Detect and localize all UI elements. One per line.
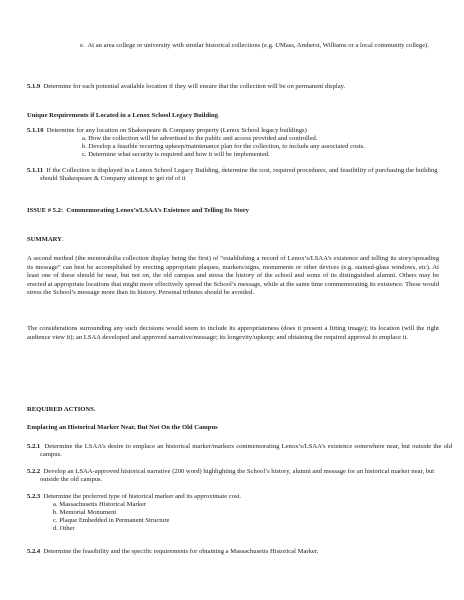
item-text: Determine for any location on Shakespeare & Company property (Lenox School legacy buildings) (46, 127, 307, 134)
heading-period: . (217, 112, 220, 119)
item-5-1-11 (27, 167, 452, 183)
issue-title: Commemorating Lenox’s/LSAA’s Existence and Telling Its Story (66, 207, 249, 214)
item-5-2-3 (27, 493, 452, 501)
list-item-c (82, 151, 450, 159)
required-heading-text: REQUIRED ACTIONS (27, 406, 94, 413)
list-item-b (82, 143, 464, 151)
list-letter: a. (82, 135, 87, 142)
list-item-c (53, 517, 421, 525)
summary-heading-text: SUMMARY (27, 236, 62, 243)
list-text: Develop a feasible recurring upkeep/maintenance plan for the collection, to include any associated costs. (88, 143, 365, 150)
list-text: Plaque Embedded in Permanent Structure (59, 517, 170, 524)
list-text: Massachusetts Historical Marker (59, 501, 147, 508)
list-item-b (53, 509, 421, 517)
list-item-e (80, 42, 433, 50)
heading-lenox-legacy (27, 112, 439, 120)
item-number: 5.2.1 (27, 443, 41, 450)
summary-paragraph-2: The considerations surrounding any such decisions would seem to include its appropriateness (does it present a fitting image); its location (will the right audience view it); an LSAA developed and approved narrative/message; its longevity/upkeep; and obtaining the required approval to emplace it. (27, 325, 439, 341)
item-text: Determine the LSAA’s desire to emplace an historical marker/markers commemorating Lenox’s/LSAA’s existence somewhere near, but outside the old campus. (40, 443, 453, 459)
item-number: 5.2.3 (27, 493, 41, 500)
item-text: If the Collection is displayed in a Lenox School Legacy Building, determine the cost, required procedures, and feasibility of purchasing the building should Shakespeare & Company attempt to get rid of it (40, 167, 438, 183)
item-5-2-2 (27, 468, 452, 484)
item-text: Develop an LSAA-approved historical narrative (200 word) highlighting the School’s history, alumni and message for an historical marker near, but outside the old campus. (40, 468, 435, 484)
item-number: 5.1.10 (27, 127, 44, 134)
item-text: Determine for each potential available location if they will ensure that the collection will be on permanent display. (43, 83, 346, 90)
list-item-a (82, 135, 450, 143)
heading-text: Unique Requirements if Located in a Lenox School Legacy Building (27, 112, 218, 119)
list-letter: e. (80, 42, 85, 49)
marker-subheading-text: Emplacing an Historical Marker Near, But Not On the Old Campus (27, 424, 218, 431)
issue-heading: ISSUE # 5.2: Commemorating Lenox’s/LSAA’s Existence and Telling Its Story (27, 207, 249, 214)
list-text: How the collection will be advertised to the public and access provided and controlled. (88, 135, 318, 142)
issue-label: ISSUE # 5.2 (27, 207, 61, 214)
item-number: 5.2.4 (27, 548, 41, 555)
item-number: 5.1.11 (27, 167, 44, 174)
item-5-1-9 (27, 83, 452, 91)
list-item-a (53, 501, 421, 509)
list-text: Other (59, 525, 75, 532)
required-actions-heading: REQUIRED ACTIONS. (27, 406, 96, 413)
item-number: 5.2.2 (27, 468, 41, 475)
list-text: Determine what security is required and how it will be implemented. (88, 151, 270, 158)
list-text: At an area college or university with similar historical collections (e.g. UMass, Amherst, Williams or a local community college). (87, 42, 429, 49)
item-number: 5.1.9 (27, 83, 41, 90)
item-5-2-1 (27, 443, 452, 459)
marker-subheading (27, 424, 439, 432)
list-letter: b. (53, 509, 58, 516)
list-letter: c. (53, 517, 58, 524)
item-text: Determine the preferred type of historical marker and its approximate cost. (43, 493, 242, 500)
list-letter: a. (53, 501, 58, 508)
list-letter: c. (82, 151, 87, 158)
list-letter: b. (82, 143, 87, 150)
item-5-2-4 (27, 548, 452, 556)
summary-paragraph-1: A second method (the memorabilia collection display being the first) of “establishing a record of Lenox’s/LSAA’s existence and telling its story/spreading its message” can best be accomplished by erecting appropriate plaques, markers/signs, monuments or other devices (e.g. stained-glass windows, etc). At least one of these should be near, but not on, the old campus and stress the history of the school and some of its distinguished alumni. Others may be erected at appropriate locations that might more effectively spread the School’s message, while at the same time commemorating its existence. These would stress the School’s message more than its history. Personal tributes should be avoided. (27, 255, 439, 297)
list-text: Memorial Monument (59, 509, 117, 516)
item-5-1-10 (27, 127, 452, 135)
list-item-d (53, 525, 421, 533)
summary-heading: SUMMARY. (27, 236, 64, 243)
item-text: Determine the feasibility and the specific requirements for obtaining a Massachusetts Historical Marker. (43, 548, 319, 555)
list-letter: d. (53, 525, 58, 532)
